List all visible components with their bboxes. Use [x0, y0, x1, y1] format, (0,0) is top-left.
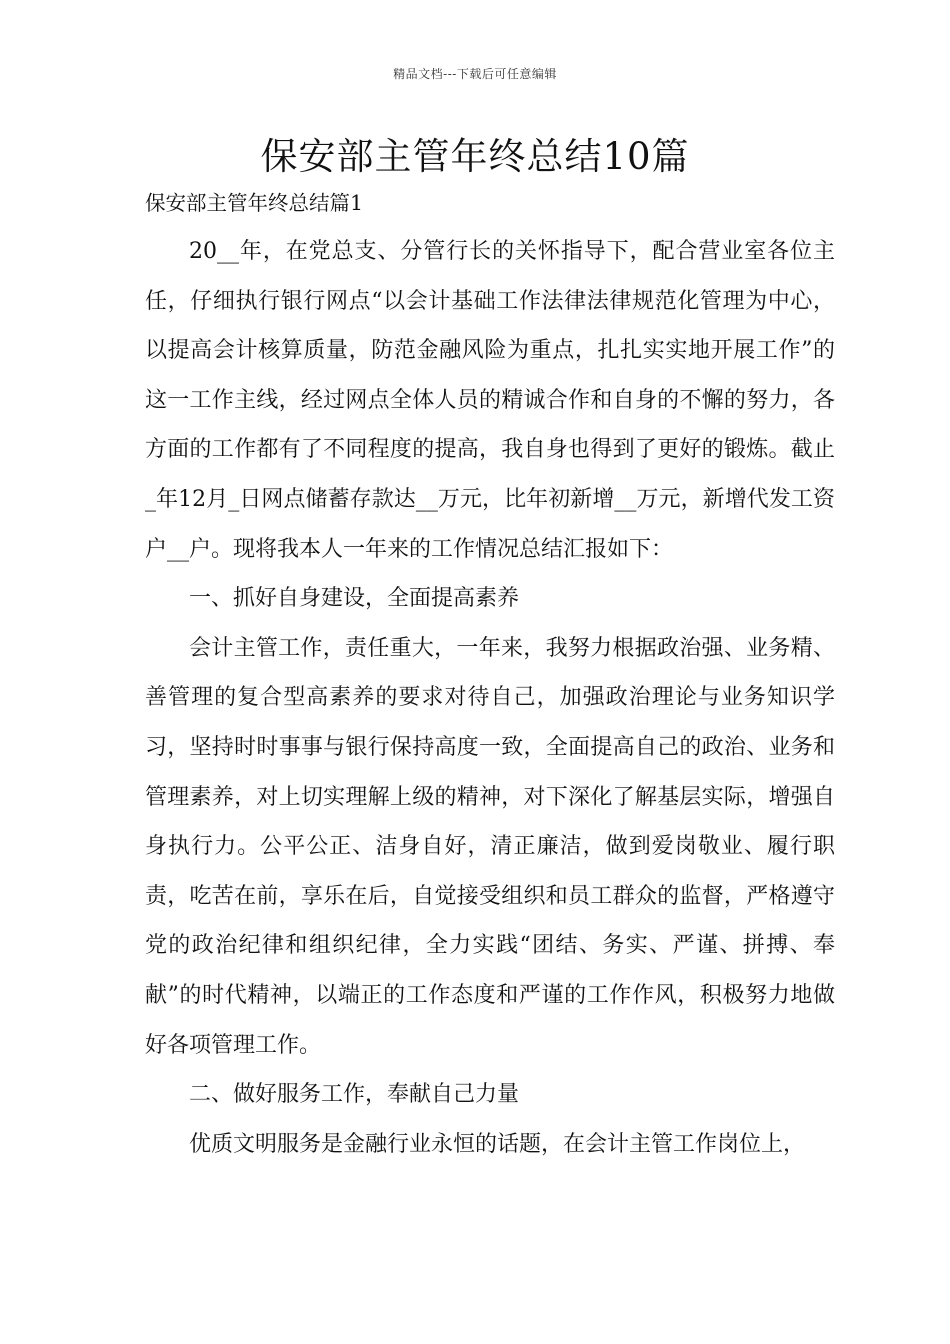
document-title: 保安部主管年终总结10篇 [260, 135, 690, 178]
heading-service-work: 二、做好服务工作，奉献自己力量 [189, 1082, 520, 1108]
document-body [145, 227, 835, 1169]
section-subtitle: 保安部主管年终总结篇1 [145, 191, 364, 215]
header-note: 精品文档---下载后可任意编辑 [393, 67, 557, 81]
paragraph-self-building: 会计主管工作，责任重大，一年来，我努力根据政治强、业务精、善管理的复合型高素养的要求对待自己，加强政治理论与业务知识学习，坚持时时事事与银行保持高度一致，全面提高自己的政治、业务和管理素养，对上切实理解上级的精神，对下深化了解基层实际，增强自身执行力。公平公正、洁身自好，清正廉洁，做到爱岗敬业、履行职责，吃苦在前，享乐在后，自觉接受组织和员工群众的监督，严格遵守党的政治纪律和组织纪律，全力实践“团结、务实、严谨、拼搏、奉献”的时代精神，以端正的工作态度和严谨的工作作风，积极努力地做好各项管理工作。 [145, 635, 835, 1058]
heading-self-building: 一、抓好自身建设，全面提高素养 [189, 586, 520, 612]
paragraph-intro: 20__年，在党总支、分管行长的关怀指导下，配合营业室各位主任，仔细执行银行网点“以会计基础工作法律法律规范化管理为中心，以提高会计核算质量，防范金融风险为重点，扎扎实实地开展工作”的这一工作主线，经过网点全体人员的精诚合作和自身的不懈的努力，各方面的工作都有了不同程度的提高，我自身也得到了更好的锻炼。截止_年12月_日网点储蓄存款达__万元，比年初新增__万元，新增代发工资户__户。现将我本人一年来的工作情况总结汇报如下： [145, 239, 835, 562]
paragraph-service-work: 优质文明服务是金融行业永恒的话题，在会计主管工作岗位上， [189, 1131, 806, 1157]
